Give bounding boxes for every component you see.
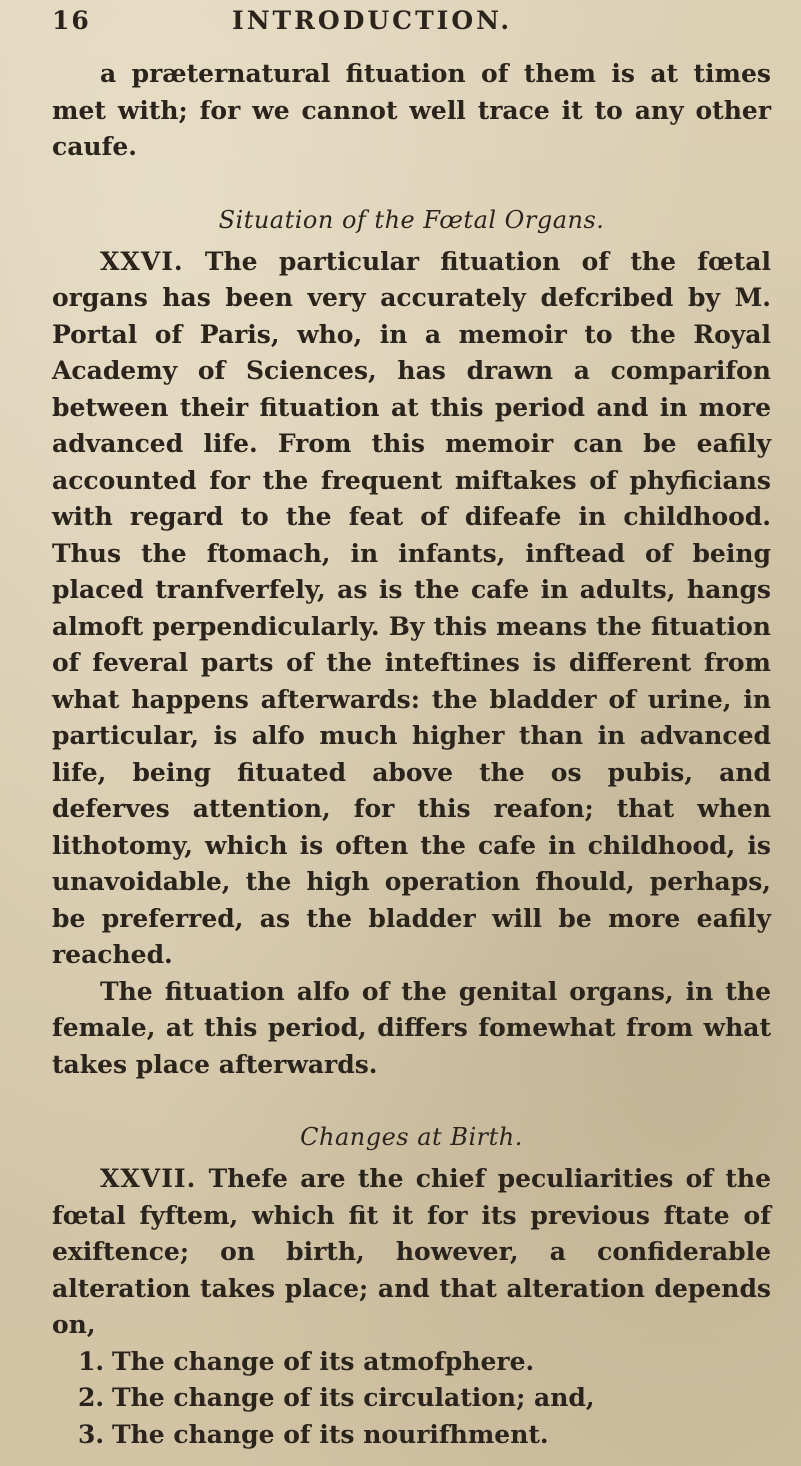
list-text: The change of its circulation; and, <box>112 1383 595 1412</box>
section-number: XXVI. <box>100 246 184 276</box>
paragraph-text: The particular fituation of the fœtal organs has been very accurately defcribed by M. Portal of Paris, who, in a memoir to the Royal Academy of Sciences, has drawn a comparifon between their fituation at this period and in more advanced life. From this memoir can be eafily accounted for the frequent miftakes of phyficians with regard to the feat of difeafe in childhood. Thus the ftomach, in infants, inftead of being placed tranfverfely, as is the cafe in adults, hangs almoft perpendicularly. By this means the fituation of feveral parts of the inteftines is different from what happens afterwards: the bladder of urine, in particular, is alfo much higher than in advanced life, being fituated above the os pubis, and deferves attention, for this reafon; that when lithotomy, which is often the cafe in childhood, is unavoidable, the high operation fhould, perhaps, be preferred, as the bladder will be more eafily reached. <box>52 246 771 969</box>
opening-paragraph: a præternatural fituation of them is at times met with; for we cannot well trace it to any other caufe. <box>52 59 771 161</box>
running-head <box>52 6 771 54</box>
list-item <box>52 1344 771 1381</box>
running-title: INTRODUCTION. <box>232 6 513 35</box>
page-number: 16 <box>52 6 91 35</box>
list-text: The change of its nourifhment. <box>112 1419 549 1449</box>
list-item <box>52 1417 771 1454</box>
section-heading-changes-at-birth: Changes at Birth. <box>300 1123 523 1151</box>
list-number: 3. <box>78 1419 105 1449</box>
paragraph-xxvii <box>52 1161 771 1344</box>
list-item <box>52 1380 771 1417</box>
paragraph-text: Thefe are the chief peculiarities of the fœtal fyftem, which fit it for its previous ftate of exiftence; on birth, however, a confiderable alteration takes place; and that alteration depends on, <box>52 1164 771 1339</box>
list-text: The change of its atmofphere. <box>112 1346 535 1376</box>
paragraph-genital-organs: The fituation alfo of the genital organs, in the female, at this period, differs fomewhat from what takes place afterwards. <box>52 976 771 1079</box>
paragraph-xxvi <box>52 244 771 974</box>
section-number: XXVII. <box>100 1164 197 1193</box>
list-number: 2. <box>78 1383 105 1412</box>
section-heading-fetal-organs: Situation of the Fœtal Organs. <box>218 205 605 234</box>
list-number: 1. <box>78 1346 105 1376</box>
